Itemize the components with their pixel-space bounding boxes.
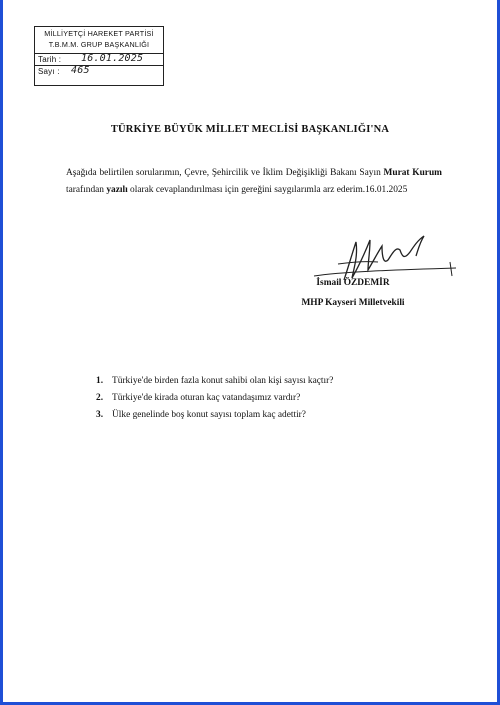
list-item [96, 407, 436, 424]
list-item [96, 390, 436, 407]
signatory-title: MHP Kayseri Milletvekili [301, 298, 405, 308]
stamp-number-label: Sayı : [38, 67, 60, 76]
registry-stamp [34, 26, 164, 86]
minister-name: Murat Kurum [383, 168, 442, 178]
question-number: 3. [96, 410, 104, 420]
stamp-number-row [35, 66, 163, 78]
stamp-header [35, 27, 163, 54]
stamp-date-value: 16.01.2025 [81, 53, 144, 64]
list-item [96, 373, 436, 390]
written-keyword: yazılı [106, 185, 128, 195]
body-part2: tarafından [66, 185, 107, 195]
signatory-name: İsmail ÖZDEMİR [316, 278, 390, 288]
body-part1: Aşağıda belirtilen sorularımın, Çevre, Şehircilik ve İklim Değişikliği Bakanı Sayın [66, 168, 384, 178]
document-title: TÜRKİYE BÜYÜK MİLLET MECLİSİ BAŞKANLIĞI'NA [110, 124, 390, 135]
question-list [96, 373, 436, 424]
stamp-number-value: 465 [71, 65, 90, 76]
stamp-org-line2: T.B.M.M. GRUP BAŞKANLIĞI [48, 40, 150, 49]
stamp-org-line1: MİLLİYETÇİ HAREKET PARTİSİ [44, 29, 154, 38]
body-part3: olarak cevaplandırılması için gereğini saygılarımla arz ederim.16.01.2025 [127, 185, 408, 195]
question-text: Türkiye'de kirada oturan kaç vatandaşımız vardır? [112, 393, 301, 403]
question-text: Türkiye'de birden fazla konut sahibi olan kişi sayısı kaçtır? [112, 376, 334, 386]
stamp-date-row [35, 54, 163, 66]
question-number: 1. [96, 376, 104, 386]
question-number: 2. [96, 393, 104, 403]
question-text: Ülke genelinde boş konut sayısı toplam kaç adettir? [112, 410, 306, 420]
stamp-date-label: Tarih : [38, 55, 62, 64]
request-paragraph [66, 165, 442, 199]
